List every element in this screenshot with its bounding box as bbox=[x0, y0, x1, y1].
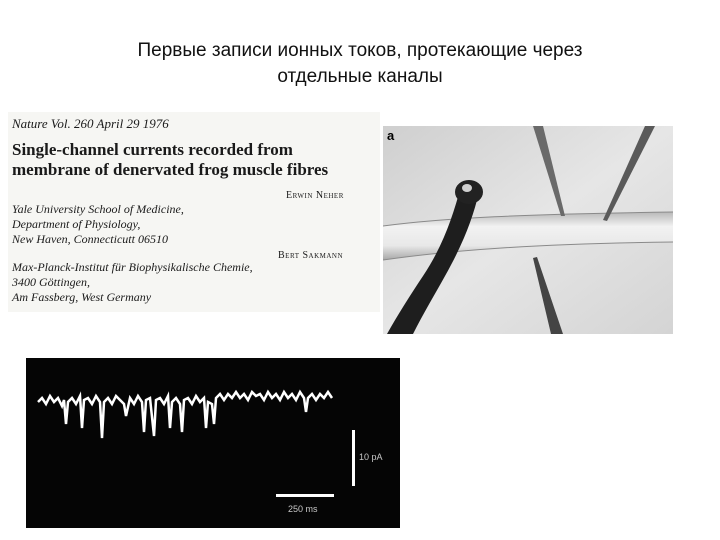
muscle-fibre-micrograph bbox=[383, 126, 673, 334]
micrograph-drawing bbox=[383, 126, 673, 334]
recording-drawing bbox=[26, 358, 400, 528]
slide-title-line-2: отдельные каналы bbox=[277, 66, 443, 87]
time-scale-label: 250 ms bbox=[288, 504, 318, 514]
paper-header-scan bbox=[8, 112, 380, 312]
electrode-tip bbox=[455, 180, 483, 204]
journal-citation: Nature Vol. 260 April 29 1976 bbox=[12, 116, 169, 131]
panel-label: a bbox=[387, 128, 395, 143]
author-neher: Erwin Neher bbox=[286, 190, 344, 201]
paper-title bbox=[12, 140, 378, 180]
paper-title-line-2: membrane of denervated frog muscle fibres bbox=[12, 160, 329, 179]
current-scale-label: 10 pA bbox=[359, 452, 383, 462]
affiliation-yale: Yale University School of Medicine, Department of Physiology, New Haven, Connecticutt 06510 bbox=[12, 202, 184, 246]
author-sakmann: Bert Sakmann bbox=[278, 250, 344, 261]
slide-title-line-1: Первые записи ионных токов, протекающие через bbox=[137, 40, 583, 61]
affiliation-max-planck: Max-Planck-Institut für Biophysikalische Chemie, 3400 Göttingen, Am Fassberg, West Germany bbox=[12, 260, 253, 304]
paper-title-line-1: Single-channel currents recorded from bbox=[12, 140, 293, 159]
single-channel-recording bbox=[26, 358, 400, 528]
slide-title bbox=[40, 38, 680, 90]
time-scale-bar bbox=[276, 494, 334, 497]
current-scale-bar bbox=[352, 430, 355, 486]
